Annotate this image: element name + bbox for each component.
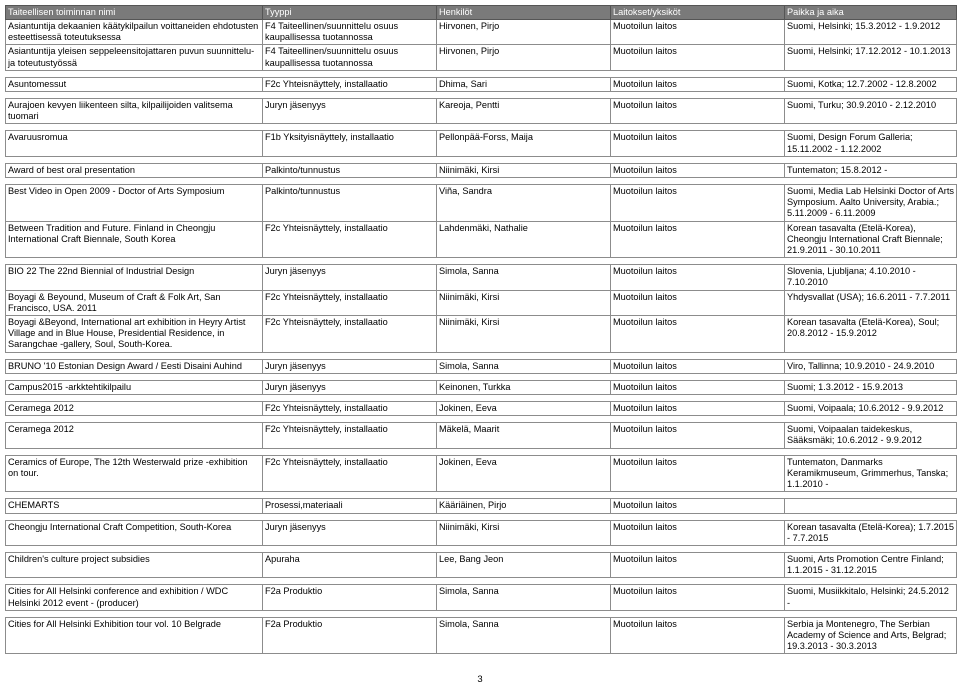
row-separator — [6, 156, 957, 163]
unit-cell: Muotoilun laitos — [611, 520, 785, 545]
header-place-time: Paikka ja aika — [785, 6, 957, 20]
place-time-cell: Suomi, Helsinki; 17.12.2012 - 10.1.2013 — [785, 45, 957, 70]
table-row — [6, 316, 957, 353]
header-activity-name: Taiteellisen toiminnan nimi — [6, 6, 263, 20]
person-cell: Niinimäki, Kirsi — [437, 520, 611, 545]
unit-cell: Muotoilun laitos — [611, 221, 785, 258]
person-cell: Pellonpää-Forss, Maija — [437, 131, 611, 156]
place-time-cell: Serbia ja Montenegro, The Serbian Academy of Science and Arts, Belgrad; 19.3.2013 - 30.3.2013 — [785, 617, 957, 654]
row-separator-cell — [6, 92, 957, 99]
place-time-cell: Yhdysvallat (USA); 16.6.2011 - 7.7.2011 — [785, 290, 957, 315]
table-row — [6, 290, 957, 315]
person-cell: Niinimäki, Kirsi — [437, 290, 611, 315]
place-time-cell: Tuntematon; 15.8.2012 - — [785, 163, 957, 177]
activity-name-cell: Ceramega 2012 — [6, 402, 263, 416]
place-time-cell: Suomi, Media Lab Helsinki Doctor of Arts Symposium. Aalto University, Arabia.; 5.11.2009 - 6.11.2009 — [785, 185, 957, 222]
row-separator — [6, 258, 957, 265]
row-separator-cell — [6, 395, 957, 402]
row-separator — [6, 610, 957, 617]
table-row — [6, 585, 957, 610]
unit-cell: Muotoilun laitos — [611, 265, 785, 290]
place-time-cell: Suomi, Musiikkitalo, Helsinki; 24.5.2012 - — [785, 585, 957, 610]
unit-cell: Muotoilun laitos — [611, 77, 785, 91]
place-time-cell: Viro, Tallinna; 10.9.2010 - 24.9.2010 — [785, 359, 957, 373]
type-cell: F2c Yhteisnäyttely, installaatio — [263, 402, 437, 416]
activity-name-cell: Boyagi &Beyond, International art exhibition in Heyry Artist Village and in Blue House, Presidential Residence, in Sarangchae -gallery, Soul, South-Korea. — [6, 316, 263, 353]
activities-table — [5, 5, 957, 654]
row-separator-cell — [6, 258, 957, 265]
row-separator-cell — [6, 70, 957, 77]
table-body — [6, 20, 957, 654]
person-cell: Simola, Sanna — [437, 359, 611, 373]
table-row — [6, 221, 957, 258]
activity-name-cell: Between Tradition and Future. Finland in Cheongju International Craft Biennale, South Korea — [6, 221, 263, 258]
table-row — [6, 499, 957, 513]
table-row — [6, 163, 957, 177]
type-cell: F4 Taiteellinen/suunnittelu osuus kaupallisessa tuotannossa — [263, 45, 437, 70]
place-time-cell: Korean tasavalta (Etelä-Korea), Cheongju International Craft Biennale; 21.9.2011 - 30.10.2011 — [785, 221, 957, 258]
row-separator — [6, 545, 957, 552]
person-cell: Lahdenmäki, Nathalie — [437, 221, 611, 258]
row-separator-cell — [6, 124, 957, 131]
activity-name-cell: Asuntomessut — [6, 77, 263, 91]
table-row — [6, 520, 957, 545]
header-persons: Henkilöt — [437, 6, 611, 20]
type-cell: Palkinto/tunnustus — [263, 185, 437, 222]
person-cell: Simola, Sanna — [437, 585, 611, 610]
activity-name-cell: BRUNO '10 Estonian Design Award / Eesti Disaini Auhind — [6, 359, 263, 373]
row-separator — [6, 448, 957, 455]
activity-name-cell: Children's culture project subsidies — [6, 552, 263, 577]
row-separator — [6, 395, 957, 402]
type-cell: F2c Yhteisnäyttely, installaatio — [263, 423, 437, 448]
person-cell: Hirvonen, Pirjo — [437, 20, 611, 45]
activity-name-cell: Award of best oral presentation — [6, 163, 263, 177]
unit-cell: Muotoilun laitos — [611, 402, 785, 416]
type-cell: F1b Yksityisnäyttely, installaatio — [263, 131, 437, 156]
row-separator — [6, 70, 957, 77]
person-cell: Viña, Sandra — [437, 185, 611, 222]
place-time-cell: Tuntematon, Danmarks Keramikmuseum, Grimmerhus, Tanska; 1.1.2010 - — [785, 455, 957, 492]
unit-cell: Muotoilun laitos — [611, 423, 785, 448]
row-separator-cell — [6, 416, 957, 423]
row-separator — [6, 124, 957, 131]
person-cell: Kääriäinen, Pirjo — [437, 499, 611, 513]
place-time-cell: Suomi, Voipaalan taidekeskus, Sääksmäki; 10.6.2012 - 9.9.2012 — [785, 423, 957, 448]
type-cell: Apuraha — [263, 552, 437, 577]
unit-cell: Muotoilun laitos — [611, 20, 785, 45]
table-row — [6, 423, 957, 448]
row-separator — [6, 492, 957, 499]
activity-name-cell: Asiantuntija dekaanien käätykilpailun voittaneiden ehdotusten esteettisessä toteutuksessa — [6, 20, 263, 45]
type-cell: F2c Yhteisnäyttely, installaatio — [263, 316, 437, 353]
row-separator-cell — [6, 178, 957, 185]
person-cell: Dhima, Sari — [437, 77, 611, 91]
person-cell: Niinimäki, Kirsi — [437, 163, 611, 177]
table-row — [6, 617, 957, 654]
unit-cell: Muotoilun laitos — [611, 359, 785, 373]
activity-name-cell: Asiantuntija yleisen seppeleensitojattaren puvun suunnittelu- ja toteutustyössä — [6, 45, 263, 70]
table-row — [6, 402, 957, 416]
row-separator — [6, 92, 957, 99]
row-separator-cell — [6, 545, 957, 552]
row-separator-cell — [6, 448, 957, 455]
person-cell: Hirvonen, Pirjo — [437, 45, 611, 70]
person-cell: Simola, Sanna — [437, 265, 611, 290]
table-row — [6, 359, 957, 373]
place-time-cell: Suomi, Turku; 30.9.2010 - 2.12.2010 — [785, 99, 957, 124]
activity-name-cell: Best Video in Open 2009 - Doctor of Arts Symposium — [6, 185, 263, 222]
table-header-row — [6, 6, 957, 20]
row-separator — [6, 373, 957, 380]
row-separator — [6, 416, 957, 423]
place-time-cell: Suomi, Arts Promotion Centre Finland; 1.1.2015 - 31.12.2015 — [785, 552, 957, 577]
activity-name-cell: Avaruusromua — [6, 131, 263, 156]
type-cell: Juryn jäsenyys — [263, 520, 437, 545]
table-row — [6, 455, 957, 492]
activity-name-cell: Cities for All Helsinki Exhibition tour vol. 10 Belgrade — [6, 617, 263, 654]
activity-name-cell: Campus2015 -arkktehtikilpailu — [6, 380, 263, 394]
type-cell: F2a Produktio — [263, 585, 437, 610]
unit-cell: Muotoilun laitos — [611, 131, 785, 156]
person-cell: Niinimäki, Kirsi — [437, 316, 611, 353]
unit-cell: Muotoilun laitos — [611, 185, 785, 222]
table-row — [6, 131, 957, 156]
place-time-cell: Slovenia, Ljubljana; 4.10.2010 - 7.10.2010 — [785, 265, 957, 290]
place-time-cell: Suomi, Helsinki; 15.3.2012 - 1.9.2012 — [785, 20, 957, 45]
unit-cell: Muotoilun laitos — [611, 290, 785, 315]
type-cell: Prosessi,materiaali — [263, 499, 437, 513]
type-cell: F2a Produktio — [263, 617, 437, 654]
activity-name-cell: Cities for All Helsinki conference and exhibition / WDC Helsinki 2012 event - (producer) — [6, 585, 263, 610]
page-number: 3 — [477, 674, 483, 685]
type-cell: Juryn jäsenyys — [263, 99, 437, 124]
activity-name-cell: Ceramics of Europe, The 12th Westerwald prize -exhibition on tour. — [6, 455, 263, 492]
row-separator — [6, 578, 957, 585]
unit-cell: Muotoilun laitos — [611, 163, 785, 177]
place-time-cell: Korean tasavalta (Etelä-Korea); 1.7.2015 - 7.7.2015 — [785, 520, 957, 545]
table-row — [6, 380, 957, 394]
unit-cell: Muotoilun laitos — [611, 316, 785, 353]
place-time-cell: Suomi, Design Forum Galleria; 15.11.2002 - 1.12.2002 — [785, 131, 957, 156]
place-time-cell: Korean tasavalta (Etelä-Korea), Soul; 20.8.2012 - 15.9.2012 — [785, 316, 957, 353]
unit-cell: Muotoilun laitos — [611, 455, 785, 492]
type-cell: F2c Yhteisnäyttely, installaatio — [263, 455, 437, 492]
place-time-cell: Suomi, Voipaala; 10.6.2012 - 9.9.2012 — [785, 402, 957, 416]
person-cell: Keinonen, Turkka — [437, 380, 611, 394]
place-time-cell: Suomi; 1.3.2012 - 15.9.2013 — [785, 380, 957, 394]
unit-cell: Muotoilun laitos — [611, 499, 785, 513]
row-separator-cell — [6, 610, 957, 617]
person-cell: Mäkelä, Maarit — [437, 423, 611, 448]
activity-name-cell: Aurajoen kevyen liikenteen silta, kilpailijoiden valitsema tuomari — [6, 99, 263, 124]
type-cell: F2c Yhteisnäyttely, installaatio — [263, 290, 437, 315]
person-cell: Simola, Sanna — [437, 617, 611, 654]
row-separator — [6, 178, 957, 185]
table-row — [6, 185, 957, 222]
type-cell: F2c Yhteisnäyttely, installaatio — [263, 77, 437, 91]
person-cell: Jokinen, Eeva — [437, 455, 611, 492]
activity-name-cell: CHEMARTS — [6, 499, 263, 513]
row-separator-cell — [6, 352, 957, 359]
person-cell: Jokinen, Eeva — [437, 402, 611, 416]
table-row — [6, 265, 957, 290]
row-separator-cell — [6, 156, 957, 163]
type-cell: Juryn jäsenyys — [263, 359, 437, 373]
table-row — [6, 45, 957, 70]
activity-name-cell: BIO 22 The 22nd Biennial of Industrial Design — [6, 265, 263, 290]
unit-cell: Muotoilun laitos — [611, 380, 785, 394]
type-cell: Palkinto/tunnustus — [263, 163, 437, 177]
type-cell: F4 Taiteellinen/suunnittelu osuus kaupallisessa tuotannossa — [263, 20, 437, 45]
unit-cell: Muotoilun laitos — [611, 617, 785, 654]
row-separator-cell — [6, 373, 957, 380]
place-time-cell: Suomi, Kotka; 12.7.2002 - 12.8.2002 — [785, 77, 957, 91]
row-separator — [6, 513, 957, 520]
table-row — [6, 20, 957, 45]
activity-name-cell: Ceramega 2012 — [6, 423, 263, 448]
person-cell: Kareoja, Pentti — [437, 99, 611, 124]
type-cell: F2c Yhteisnäyttely, installaatio — [263, 221, 437, 258]
activity-name-cell: Cheongju International Craft Competition, South-Korea — [6, 520, 263, 545]
table-row — [6, 99, 957, 124]
header-type: Tyyppi — [263, 6, 437, 20]
row-separator-cell — [6, 492, 957, 499]
row-separator — [6, 352, 957, 359]
person-cell: Lee, Bang Jeon — [437, 552, 611, 577]
type-cell: Juryn jäsenyys — [263, 380, 437, 394]
row-separator-cell — [6, 513, 957, 520]
unit-cell: Muotoilun laitos — [611, 585, 785, 610]
place-time-cell — [785, 499, 957, 513]
header-units: Laitokset/yksiköt — [611, 6, 785, 20]
row-separator-cell — [6, 578, 957, 585]
table-row — [6, 77, 957, 91]
unit-cell: Muotoilun laitos — [611, 552, 785, 577]
unit-cell: Muotoilun laitos — [611, 45, 785, 70]
unit-cell: Muotoilun laitos — [611, 99, 785, 124]
table-row — [6, 552, 957, 577]
activity-name-cell: Boyagi & Beyound, Museum of Craft & Folk Art, San Francisco, USA. 2011 — [6, 290, 263, 315]
type-cell: Juryn jäsenyys — [263, 265, 437, 290]
